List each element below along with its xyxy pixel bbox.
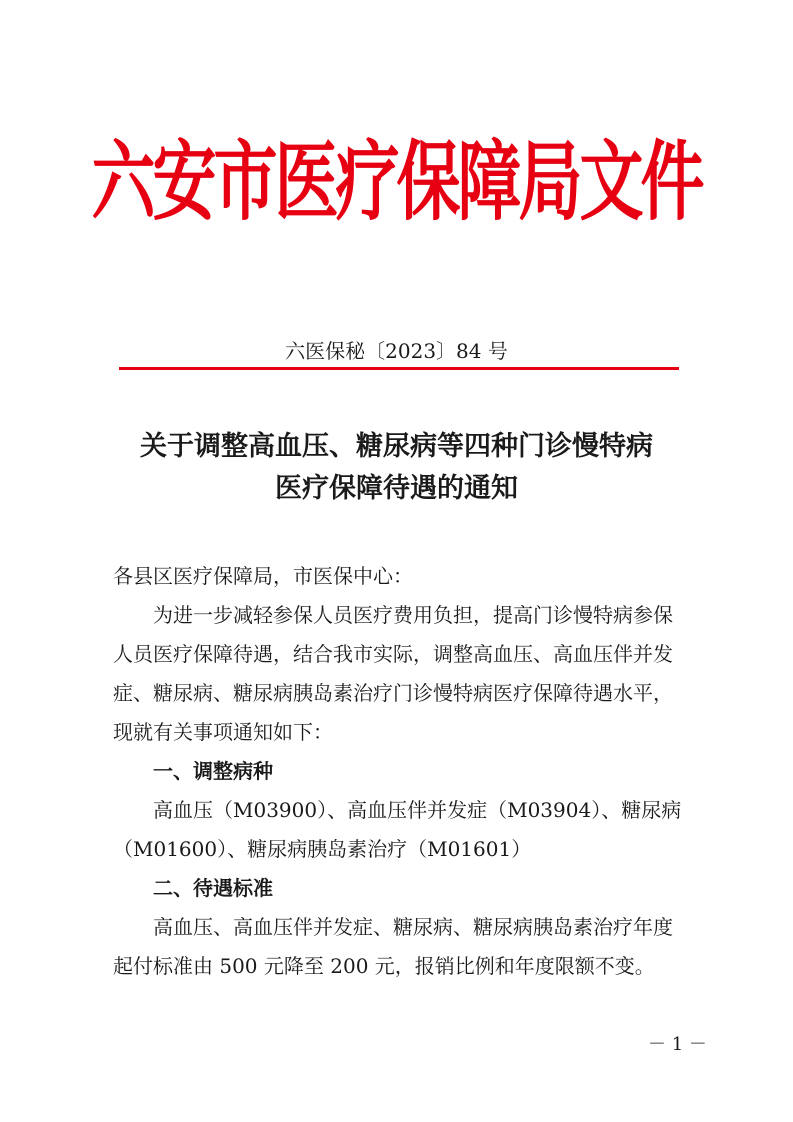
section-1-paragraph — [113, 791, 703, 869]
intro-paragraph — [113, 596, 703, 752]
notice-title — [0, 426, 793, 510]
section-2-line-2: 起付标准由 500 元降至 200 元，报销比例和年度限额不变。 — [113, 954, 655, 978]
section-1-line-2: （M01600）、糖尿病胰岛素治疗（M01601） — [113, 837, 532, 861]
section-1-line-1: 高血压（M03900）、高血压伴并发症（M03904）、糖尿病 — [153, 798, 682, 822]
masthead-title: 六安市医疗保障局文件 — [91, 133, 702, 233]
addressee: 各县区医疗保障局，市医保中心： — [113, 564, 413, 588]
document-number: 六医保秘〔2023〕84 号 — [285, 339, 508, 363]
notice-title-line-2: 医疗保障待遇的通知 — [275, 473, 518, 504]
page-number: － 1 － — [648, 1034, 707, 1055]
document-body — [113, 557, 703, 986]
notice-title-line-1: 关于调整高血压、糖尿病等四种门诊慢特病 — [140, 431, 653, 462]
section-2-paragraph — [113, 908, 703, 986]
intro-line-3: 症、糖尿病、糖尿病胰岛素治疗门诊慢特病医疗保障待遇水平， — [113, 681, 673, 705]
section-2-line-1: 高血压、高血压伴并发症、糖尿病、糖尿病胰岛素治疗年度 — [153, 915, 673, 939]
intro-line-2: 人员医疗保障待遇，结合我市实际，调整高血压、高血压伴并发 — [113, 642, 673, 666]
section-2-heading: 二、待遇标准 — [153, 876, 273, 900]
intro-line-4: 现就有关事项通知如下： — [113, 720, 333, 744]
section-1-heading: 一、调整病种 — [153, 759, 273, 783]
intro-line-1: 为进一步减轻参保人员医疗费用负担，提高门诊慢特病参保 — [153, 603, 673, 627]
red-divider-line — [119, 367, 679, 370]
